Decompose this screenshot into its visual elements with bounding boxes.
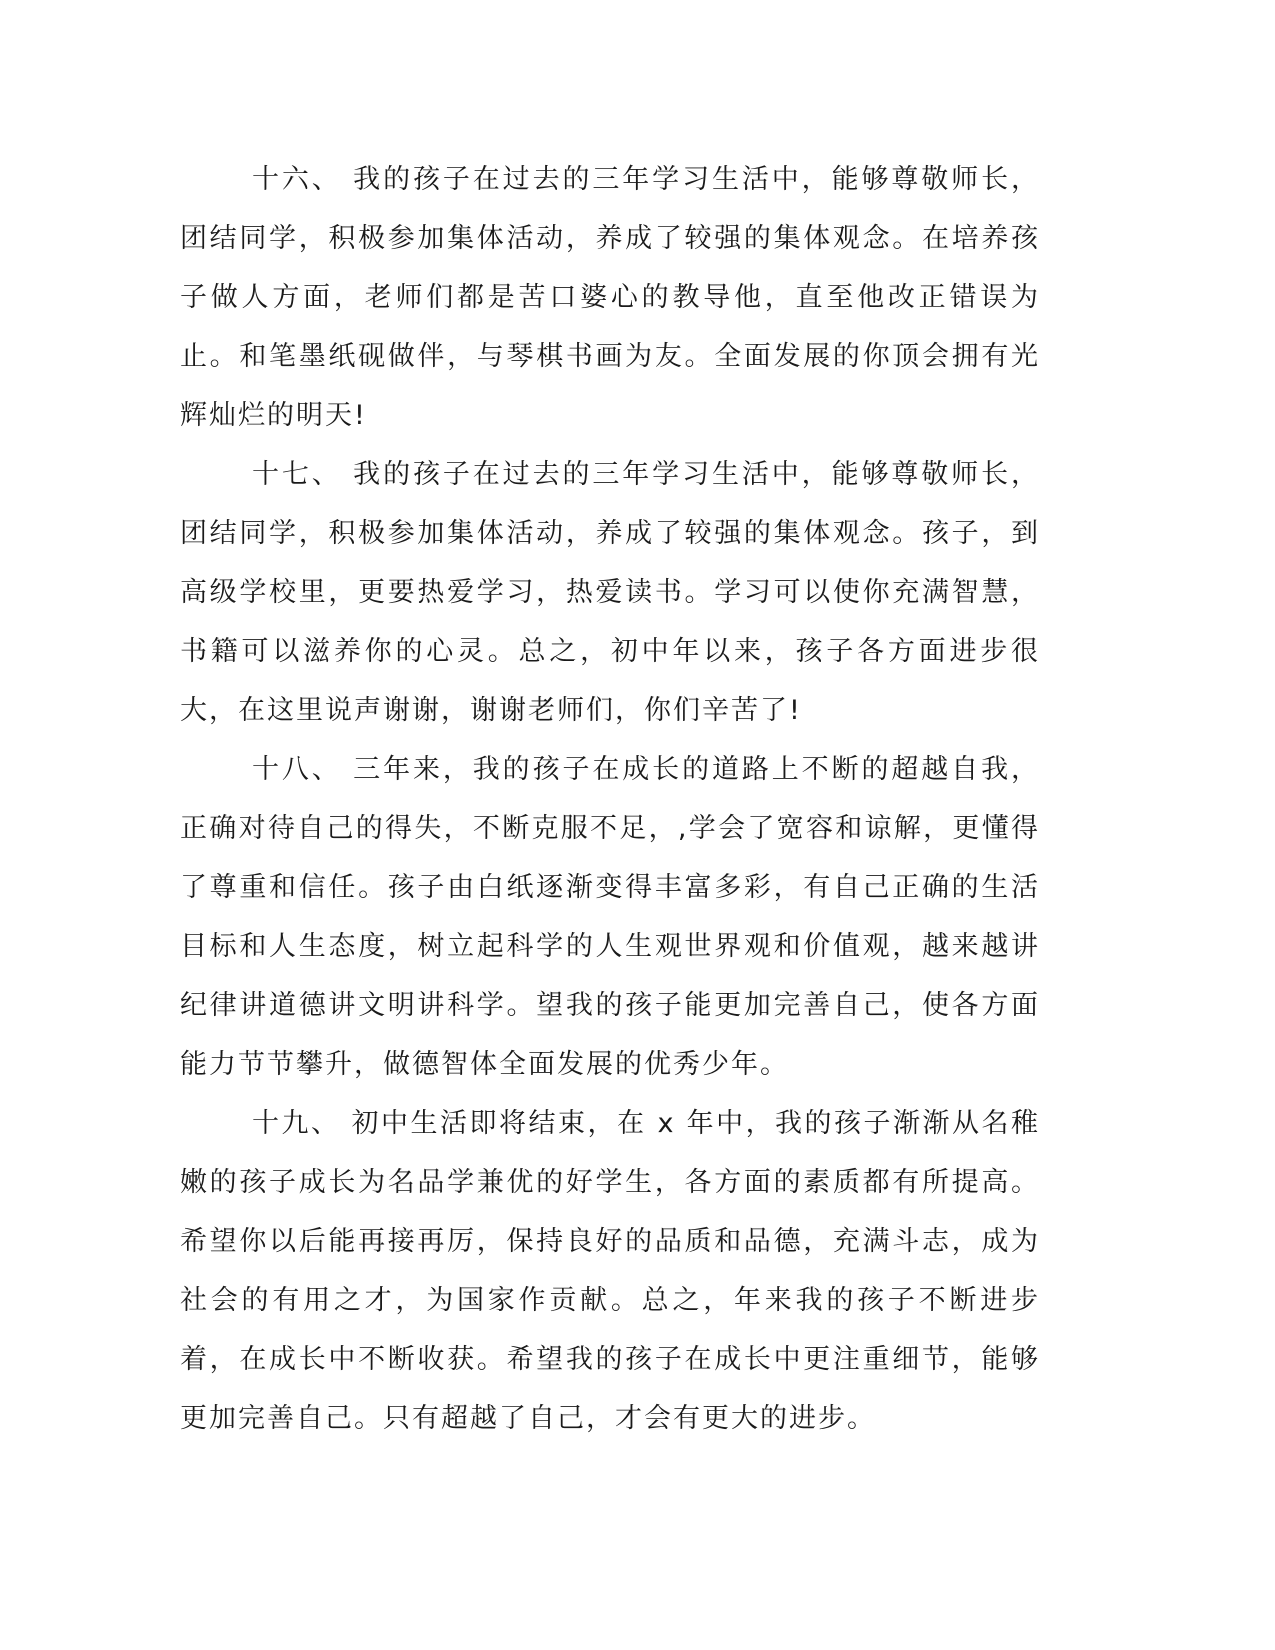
paragraph-18: 十八、 三年来，我的孩子在成长的道路上不断的超越自我，正确对待自己的得失，不断克服不足，,学会了宽容和谅解，更懂得了尊重和信任。孩子由白纸逐渐变得丰富多彩，有自己正确的生活目标和人生态度，树立起科学的人生观世界观和价值观，越来越讲纪律讲道德讲文明讲科学。望我的孩子能更加完善自己，使各方面能力节节攀升，做德智体全面发展的优秀少年。 <box>180 754 1040 1080</box>
paragraph-19: 十九、 初中生活即将结束，在 x 年中，我的孩子渐渐从名稚嫩的孩子成长为名品学兼优的好学生，各方面的素质都有所提高。希望你以后能再接再厉，保持良好的品质和品德，充满斗志，成为社会的有用之才，为国家作贡献。总之，年来我的孩子不断进步着，在成长中不断收获。希望我的孩子在成长中更注重细节，能够更加完善自己。只有超越了自己，才会有更大的进步。 <box>180 1108 1040 1434</box>
document-body <box>180 150 1040 1448</box>
paragraph-17: 十七、 我的孩子在过去的三年学习生活中，能够尊敬师长，团结同学，积极参加集体活动，养成了较强的集体观念。孩子，到高级学校里，更要热爱学习，热爱读书。学习可以使你充满智慧，书籍可以滋养你的心灵。总之，初中年以来，孩子各方面进步很大，在这里说声谢谢，谢谢老师们，你们辛苦了! <box>180 459 1040 726</box>
paragraph-16: 十六、 我的孩子在过去的三年学习生活中，能够尊敬师长，团结同学，积极参加集体活动，养成了较强的集体观念。在培养孩子做人方面，老师们都是苦口婆心的教导他，直至他改正错误为止。和笔墨纸砚做伴，与琴棋书画为友。全面发展的你顶会拥有光辉灿烂的明天! <box>180 164 1040 431</box>
